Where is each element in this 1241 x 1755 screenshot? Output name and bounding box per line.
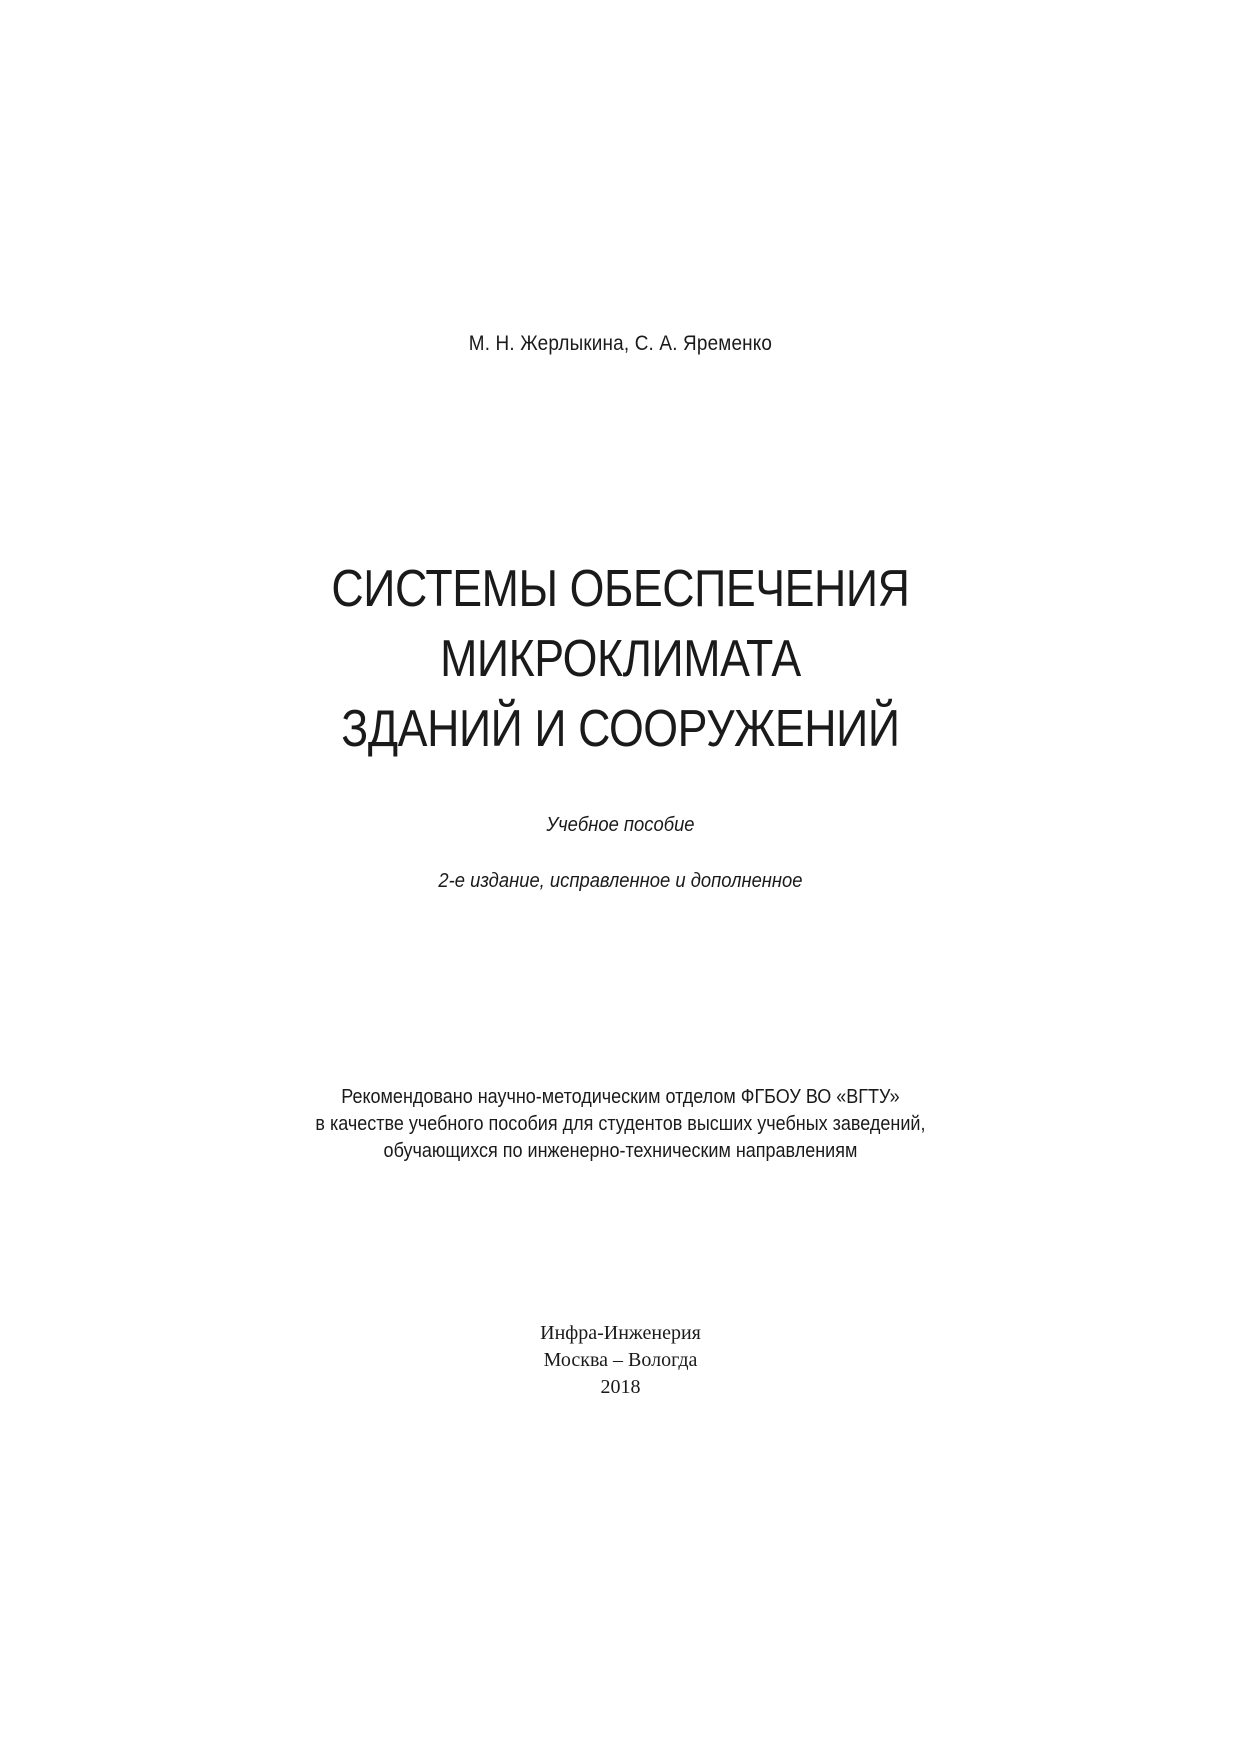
edition-note: 2-е издание, исправленное и дополненное xyxy=(438,870,803,892)
book-title-line-3: ЗДАНИЙ И СООРУЖЕНИЙ xyxy=(341,700,900,758)
publication-year: 2018 xyxy=(600,1376,641,1398)
book-title-line-1: СИСТЕМЫ ОБЕСПЕЧЕНИЯ xyxy=(331,560,910,618)
book-title xyxy=(87,554,1154,764)
book-subtitle: Учебное пособие xyxy=(546,814,695,836)
publisher-info xyxy=(0,1320,1241,1401)
publisher-city: Москва – Вологда xyxy=(543,1349,698,1371)
publisher-name: Инфра-Инженерия xyxy=(540,1322,701,1344)
book-title-line-2: МИКРОКЛИМАТА xyxy=(440,630,801,688)
recommendation-line-2: в качестве учебного пособия для студентов высших учебных заведений, xyxy=(315,1113,926,1135)
recommendation-note xyxy=(62,1084,1179,1165)
recommendation-line-3: обучающихся по инженерно-техническим направлениям xyxy=(383,1140,858,1162)
recommendation-line-1: Рекомендовано научно-методическим отделом ФГБОУ ВО «ВГТУ» xyxy=(341,1086,900,1108)
authors: М. Н. Жерлыкина, С. А. Яременко xyxy=(468,332,773,355)
